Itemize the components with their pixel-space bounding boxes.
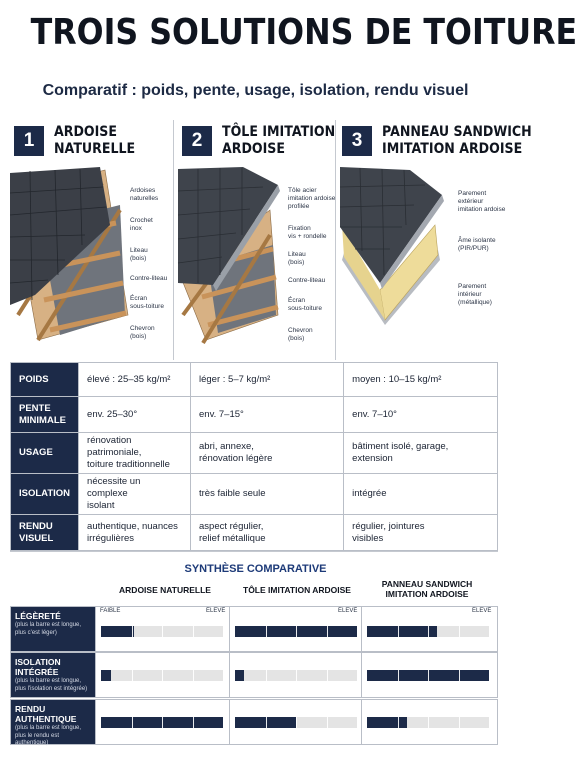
column-title-2-line2: ARDOISE	[222, 141, 285, 157]
score-bar-tick	[398, 670, 399, 681]
column-title-3-line2: IMITATION ARDOISE	[382, 141, 523, 157]
cell-tole: env. 7–15°	[191, 397, 344, 433]
column-title-3-line1: PANNEAU SANDWICH	[382, 124, 532, 140]
score-bar-tick	[398, 626, 399, 637]
column-title-1-line2: NATURELLE	[54, 141, 136, 157]
cell-ardoise: rénovation patrimoniale, toiture traditionnelle	[79, 433, 191, 474]
column-title-2-line1: TÔLE IMITATION	[222, 124, 336, 140]
illustration-tole	[178, 165, 334, 355]
cell-ardoise: élevé : 25–35 kg/m²	[79, 363, 191, 397]
score-bar-track	[367, 717, 489, 728]
cell-ardoise: authentique, nuances irrégulières	[79, 515, 191, 551]
score-bar-track	[235, 717, 357, 728]
row-header: PENTE MINIMALE	[11, 397, 79, 433]
cell-divider	[229, 653, 230, 697]
cell-divider	[229, 607, 230, 651]
synthese-row-header: ISOLATION INTÉGRÉE (plus la barre est longue, plus l'isolation est intégrée)	[11, 653, 95, 697]
score-bar-tick	[398, 717, 399, 728]
score-bar-tick	[132, 670, 133, 681]
score-bar-tick	[296, 626, 297, 637]
column-header-2	[182, 118, 348, 164]
score-bar-tick	[428, 717, 429, 728]
number-badge-2: 2	[182, 126, 212, 156]
cell-ardoise: env. 25–30°	[79, 397, 191, 433]
label-ame-isolante: Âme isolante (PIR/PUR)	[458, 237, 496, 252]
page-subtitle: Comparatif : poids, pente, usage, isolation, rendu visuel	[42, 82, 469, 99]
label-parement-interieur: Parement intérieur (métallique)	[458, 283, 492, 306]
synthese-row	[10, 652, 498, 698]
score-bar-tick	[162, 717, 163, 728]
cell-panneau: moyen : 10–15 kg/m²	[344, 363, 498, 397]
section-divider	[10, 551, 498, 552]
cell-panneau: bâtiment isolé, garage, extension	[344, 433, 498, 474]
score-bar-track	[101, 670, 223, 681]
label-ardoises: Ardoises naturelles	[130, 187, 159, 202]
column-title-2	[222, 124, 335, 158]
score-bar-tick	[296, 670, 297, 681]
score-bar-fill	[101, 670, 111, 681]
score-bar-track	[101, 717, 223, 728]
number-badge-1: 1	[14, 126, 44, 156]
row-header: ISOLATION	[11, 474, 79, 515]
synthese-col-tole: TÔLE IMITATION ARDOISE	[243, 585, 351, 595]
column-divider	[173, 120, 174, 360]
score-bar-tick	[132, 717, 133, 728]
cell-panneau: intégrée	[344, 474, 498, 515]
illustration-ardoise-naturelle	[10, 165, 173, 355]
ardoise-roof-drawing	[10, 165, 128, 350]
score-bar-track	[101, 626, 223, 637]
illustration-panneau-sandwich	[340, 165, 506, 355]
sandwich-panel-drawing	[340, 165, 450, 330]
score-bar-tick	[132, 626, 133, 637]
synthese-col-panneau: PANNEAU SANDWICH IMITATION ARDOISE	[381, 579, 473, 599]
synthese-row-header: LÉGÈRETÉ (plus la barre est longue, plus c'est léger)	[11, 607, 95, 651]
score-bar-tick	[459, 717, 460, 728]
cell-tole: très faible seule	[191, 474, 344, 515]
label-liteau: Liteau (bois)	[130, 247, 148, 262]
cell-divider	[95, 607, 96, 651]
score-bar-tick	[193, 670, 194, 681]
synthese-col-ardoise: ARDOISE NATURELLE	[119, 585, 211, 595]
synthese-row-header: RENDU AUTHENTIQUE (plus la barre est longue, plus le rendu est authentique)	[11, 700, 95, 744]
comparison-table	[10, 362, 498, 551]
score-bar-tick	[459, 626, 460, 637]
number-badge-3: 3	[342, 126, 372, 156]
scale-high-label: ÉLEVÉ	[206, 608, 226, 614]
score-bar-tick	[266, 626, 267, 637]
score-bar-track	[235, 670, 357, 681]
table-row	[11, 363, 498, 397]
cell-divider	[95, 653, 96, 697]
cell-panneau: env. 7–10°	[344, 397, 498, 433]
score-bar-tick	[193, 717, 194, 728]
score-bar-tick	[296, 717, 297, 728]
column-title-1	[54, 124, 135, 158]
synthese-row	[10, 606, 498, 652]
row-header: POIDS	[11, 363, 79, 397]
label-liteau: Liteau (bois)	[288, 251, 306, 266]
cell-tole: abri, annexe, rénovation légère	[191, 433, 344, 474]
score-bar-fill	[235, 670, 244, 681]
score-bar-fill	[367, 626, 437, 637]
table-row	[11, 474, 498, 515]
table-row	[11, 515, 498, 551]
scale-high-label: ÉLEVÉ	[472, 608, 492, 614]
label-fixation: Fixation vis + rondelle	[288, 225, 327, 240]
cell-tole: léger : 5–7 kg/m²	[191, 363, 344, 397]
column-title-3	[382, 124, 532, 158]
score-bar-tick	[327, 670, 328, 681]
score-bar-track	[367, 626, 489, 637]
label-chevron: Chevron (bois)	[288, 327, 313, 342]
column-header-3	[342, 118, 548, 164]
score-bar-tick	[266, 670, 267, 681]
score-bar-tick	[266, 717, 267, 728]
label-ecran: Écran sous-toiture	[130, 295, 164, 310]
score-bar-tick	[327, 626, 328, 637]
label-parement-exterieur: Parement extérieur imitation ardoise	[458, 190, 506, 213]
scale-high-label: ÉLEVÉ	[338, 608, 358, 614]
cell-divider	[361, 700, 362, 744]
score-bar-tick	[162, 626, 163, 637]
score-bar-tick	[327, 717, 328, 728]
score-bar-tick	[162, 670, 163, 681]
score-bar-tick	[459, 670, 460, 681]
score-bar-tick	[428, 670, 429, 681]
column-title-1-line1: ARDOISE	[54, 124, 117, 140]
cell-divider	[361, 607, 362, 651]
score-bar-track	[367, 670, 489, 681]
score-bar-tick	[428, 626, 429, 637]
cell-divider	[361, 653, 362, 697]
cell-panneau: régulier, jointures visibles	[344, 515, 498, 551]
row-header: USAGE	[11, 433, 79, 474]
score-bar-fill	[367, 717, 407, 728]
cell-divider	[95, 700, 96, 744]
column-header-1	[14, 118, 144, 164]
label-contre-liteau: Contre-liteau	[130, 275, 168, 282]
cell-tole: aspect régulier, relief métallique	[191, 515, 344, 551]
table-row	[11, 433, 498, 474]
synthese-title: SYNTHÈSE COMPARATIVE	[184, 563, 327, 575]
label-contre-liteau: Contre-liteau	[288, 277, 326, 284]
label-chevron: Chevron (bois)	[130, 325, 155, 340]
column-divider	[335, 120, 336, 360]
label-crochet: Crochet inox	[130, 217, 153, 232]
score-bar-fill	[101, 626, 134, 637]
table-row	[11, 397, 498, 433]
score-bar-tick	[193, 626, 194, 637]
label-ecran: Écran sous-toiture	[288, 297, 322, 312]
page-title: TROIS SOLUTIONS DE TOITURE	[30, 12, 577, 53]
synthese-row	[10, 699, 498, 745]
row-header: RENDU VISUEL	[11, 515, 79, 551]
cell-divider	[229, 700, 230, 744]
score-bar-track	[235, 626, 357, 637]
cell-ardoise: nécessite un complexe isolant	[79, 474, 191, 515]
label-tole: Tôle acier imitation ardoise profilée	[288, 187, 336, 210]
tole-roof-drawing	[178, 165, 282, 350]
scale-low-label: FAIBLE	[100, 608, 121, 614]
